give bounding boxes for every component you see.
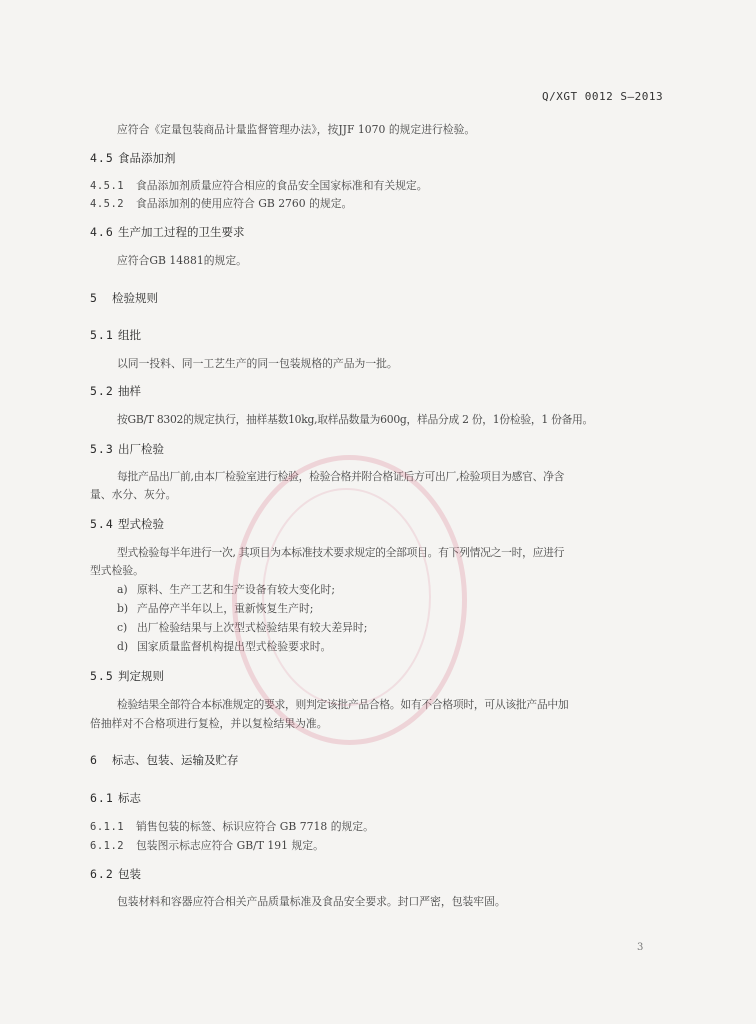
section-number: 6.1 xyxy=(90,791,114,805)
list-label: c) xyxy=(117,621,128,634)
section-heading-5-5 xyxy=(90,668,164,684)
section-number: 6.2 xyxy=(90,867,114,881)
list-text: 国家质量监督机构提出型式检验要求时。 xyxy=(137,640,332,653)
section-title: 出厂检验 xyxy=(118,442,164,456)
section-title: 型式检验 xyxy=(118,517,164,531)
section-title: 食品添加剂 xyxy=(118,151,176,165)
paragraph-line: 型式检验每半年进行一次, 其项目为本标准技术要求规定的全部项目。有下列情况之一时，应进行 xyxy=(117,546,565,559)
clause-text: 食品添加剂质量应符合相应的食品安全国家标准和有关规定。 xyxy=(136,179,428,192)
section-number: 5.4 xyxy=(90,517,114,531)
clause-number: 6.1.1 xyxy=(90,821,125,833)
section-heading-6-1 xyxy=(90,790,141,806)
section-title: 生产加工过程的卫生要求 xyxy=(118,225,245,239)
list-item xyxy=(117,639,331,654)
clause-6-1-1 xyxy=(90,819,374,834)
section-title: 组批 xyxy=(118,328,141,342)
clause-number: 6.1.2 xyxy=(90,840,125,852)
paragraph-line: 以同一投料、同一工艺生产的同一包装规格的产品为一批。 xyxy=(117,357,398,370)
paragraph-line: 应符合GB 14881的规定。 xyxy=(117,254,247,267)
clause-text: 包装图示标志应符合 GB/T 191 规定。 xyxy=(136,839,324,852)
section-heading-5-1 xyxy=(90,327,141,343)
section-number: 5 xyxy=(90,291,98,305)
section-number: 5.5 xyxy=(90,669,114,683)
paragraph-line: 应符合《定量包装商品计量监督管理办法》，按JJF 1070 的规定进行检验。 xyxy=(117,123,476,136)
section-heading-5-2 xyxy=(90,383,141,399)
list-text: 原料、生产工艺和生产设备有较大变化时; xyxy=(137,583,335,596)
section-title: 判定规则 xyxy=(118,669,164,683)
list-item xyxy=(117,582,335,597)
clause-4-5-1 xyxy=(90,178,428,193)
clause-text: 食品添加剂的使用应符合 GB 2760 的规定。 xyxy=(136,197,353,210)
standard-code-header: Q/XGT 0012 S—2013 xyxy=(542,90,664,103)
section-number: 5.2 xyxy=(90,384,114,398)
list-item xyxy=(117,620,367,635)
paragraph-line: 包装材料和容器应符合相关产品质量标准及食品安全要求。封口严密，包装牢固。 xyxy=(117,895,506,908)
clause-number: 4.5.2 xyxy=(90,198,125,210)
section-title: 标志、包装、运输及贮存 xyxy=(112,753,239,767)
list-label: d) xyxy=(117,640,129,653)
clause-6-1-2 xyxy=(90,838,324,853)
section-heading-5 xyxy=(90,290,158,306)
section-heading-4-6 xyxy=(90,224,245,240)
paragraph-line: 型式检验。 xyxy=(90,564,144,577)
section-title: 抽样 xyxy=(118,384,141,398)
section-heading-6 xyxy=(90,752,239,768)
section-number: 4.5 xyxy=(90,151,114,165)
clause-text: 销售包装的标签、标识应符合 GB 7718 的规定。 xyxy=(136,820,374,833)
paragraph-line: 量、水分、灰分。 xyxy=(90,488,177,501)
section-number: 6 xyxy=(90,753,98,767)
section-heading-6-2 xyxy=(90,866,141,882)
section-number: 5.1 xyxy=(90,328,114,342)
list-item xyxy=(117,601,313,616)
section-title: 检验规则 xyxy=(112,291,158,305)
section-heading-5-4 xyxy=(90,516,164,532)
section-number: 4.6 xyxy=(90,225,114,239)
list-text: 出厂检验结果与上次型式检验结果有较大差异时; xyxy=(137,621,368,634)
section-heading-4-5 xyxy=(90,150,176,166)
paragraph-line: 倍抽样对不合格项进行复检，并以复检结果为准。 xyxy=(90,717,328,730)
section-title: 包装 xyxy=(118,867,141,881)
section-heading-5-3 xyxy=(90,441,164,457)
section-title: 标志 xyxy=(118,791,141,805)
paragraph-line: 按GB/T 8302的规定执行，抽样基数10kg,取样品数量为600g，样品分成 2 份，1份检验，1 份备用。 xyxy=(117,413,594,426)
list-text: 产品停产半年以上，重新恢复生产时; xyxy=(137,602,314,615)
list-label: a) xyxy=(117,583,128,596)
clause-4-5-2 xyxy=(90,196,352,211)
page-number: 3 xyxy=(637,942,644,953)
list-label: b) xyxy=(117,602,129,615)
official-seal-inner-ring xyxy=(262,488,431,706)
paragraph-line: 检验结果全部符合本标准规定的要求，则判定该批产品合格。如有不合格项时，可从该批产品中加 xyxy=(117,698,569,711)
paragraph-line: 每批产品出厂前,由本厂检验室进行检验，检验合格并附合格证后方可出厂,检验项目为感官、净含 xyxy=(117,470,565,483)
clause-number: 4.5.1 xyxy=(90,180,125,192)
section-number: 5.3 xyxy=(90,442,114,456)
